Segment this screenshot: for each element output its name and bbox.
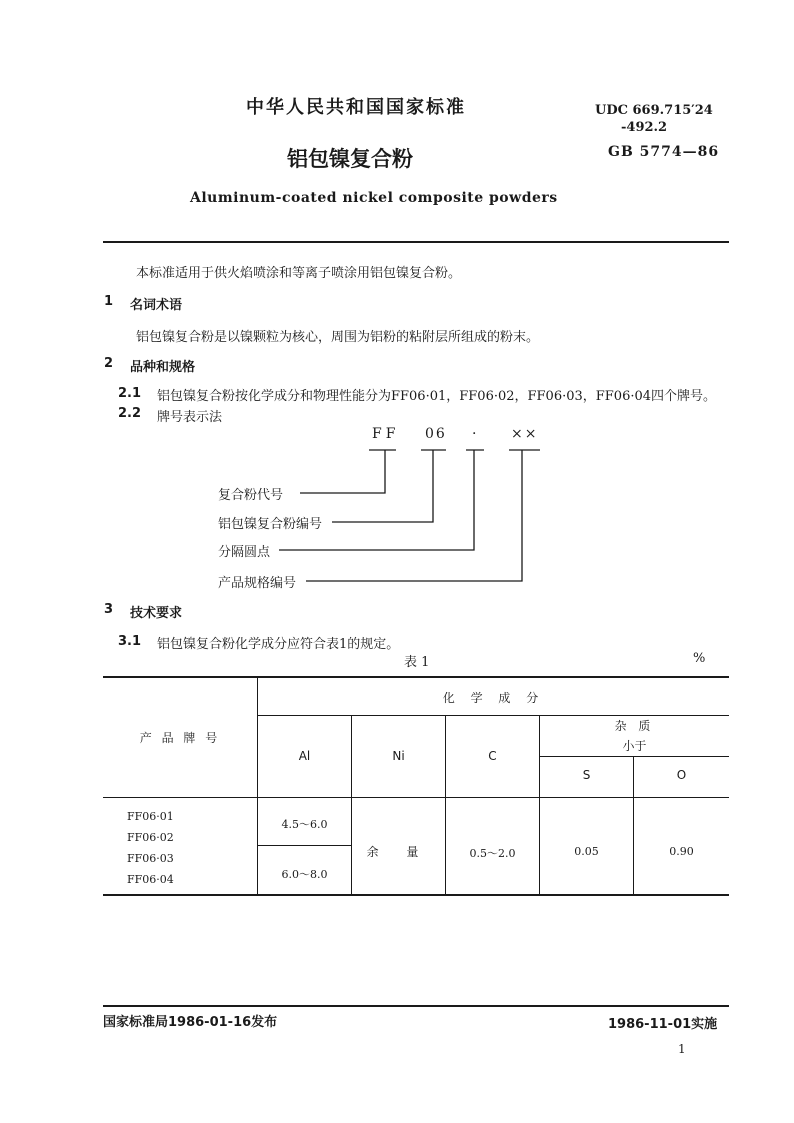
table-col-ni: Ni (392, 749, 405, 763)
table-rule-less (540, 756, 729, 757)
intro-text: 本标准适用于供火焰喷涂和等离子喷涂用铝包镍复合粉。 (136, 266, 462, 281)
page-number: 1 (678, 1042, 686, 1056)
designation-label-separator-dot: 分隔圆点 (218, 545, 271, 560)
udc-code-line2: -492.2 (621, 120, 668, 135)
table-rule-chem (258, 715, 729, 716)
agency-name: 中华人民共和国国家标准 (246, 97, 466, 118)
title-cn: 铝包镍复合粉 (287, 147, 413, 171)
designation-label-composite-code: 复合粉代号 (218, 488, 284, 503)
table-al-range-1: 4.5～6.0 (281, 818, 328, 831)
leader-line-06 (332, 450, 446, 522)
table-vline-al (351, 715, 352, 895)
table-grade-3: FF06·03 (127, 852, 174, 865)
section-1-number: 1 (104, 294, 114, 309)
table-s-value: 0.05 (574, 845, 599, 858)
designation-code-xx: ×× (511, 426, 539, 442)
table-header-rule (103, 797, 729, 798)
section-3-title: 技术要求 (130, 606, 183, 621)
table-unit: % (693, 651, 706, 666)
section-3-number: 3 (104, 602, 114, 617)
section-2-number: 2 (104, 356, 114, 371)
section-2-1-text: 铝包镍复合粉按化学成分和物理性能分为FF06·01，FF06·02，FF06·03，FF06·04四个牌号。 (157, 389, 717, 404)
table-col-impurity: 杂 质 (614, 719, 655, 733)
table-vline-ni (445, 715, 446, 895)
footer-rule (103, 1005, 729, 1007)
designation-code-ff: FF (372, 426, 400, 442)
section-2-2-text: 牌号表示法 (157, 410, 223, 425)
table-vline-grade (257, 677, 258, 895)
leader-line-xx (306, 450, 540, 581)
section-3-1-text: 铝包镍复合粉化学成分应符合表1的规定。 (157, 637, 400, 652)
table-col-less-than: 小于 (622, 739, 647, 753)
table-grade-2: FF06·02 (127, 831, 174, 844)
table-header-grade: 产 品 牌 号 (139, 731, 221, 745)
designation-code-06: 06 (425, 426, 447, 442)
effective-date: 1986-11-01实施 (608, 1017, 718, 1032)
table-header-chem: 化 学 成 分 (442, 691, 545, 705)
section-2-title: 品种和规格 (130, 360, 196, 375)
section-1-title: 名词术语 (130, 298, 183, 313)
section-3-1-number: 3.1 (118, 634, 142, 649)
leader-line-dot (279, 450, 484, 550)
table-c-value: 0.5～2.0 (469, 847, 516, 860)
table-bottom-rule (103, 894, 729, 896)
designation-label-spec-number: 产品规格编号 (218, 576, 297, 591)
title-en: Aluminum-coated nickel composite powders (190, 190, 558, 206)
table-col-al: Al (298, 749, 311, 763)
designation-label-powder-number: 铝包镍复合粉编号 (218, 517, 323, 532)
section-2-2-number: 2.2 (118, 406, 142, 421)
table-rule-al-split (258, 845, 352, 846)
table-col-s: S (582, 768, 591, 782)
table-grade-1: FF06·01 (127, 810, 174, 823)
table-col-c: C (488, 749, 497, 763)
table-top-rule (103, 676, 729, 678)
table-ni-value: 余 量 (366, 845, 431, 859)
issue-date: 国家标准局1986-01-16发布 (103, 1015, 278, 1030)
gb-code: GB 5774—86 (608, 144, 720, 160)
leader-line-ff (300, 450, 396, 493)
table-al-range-2: 6.0～8.0 (281, 868, 328, 881)
udc-code-line1: UDC 669.715′24 (595, 103, 713, 118)
table-col-o: O (676, 768, 687, 782)
designation-code-dot: · (472, 426, 477, 442)
table-caption: 表 1 (404, 655, 430, 670)
table-o-value: 0.90 (669, 845, 694, 858)
section-2-1-number: 2.1 (118, 386, 142, 401)
section-1-text: 铝包镍复合粉是以镍颗粒为核心，周围为铝粉的粘附层所组成的粉末。 (136, 330, 540, 345)
table-grade-4: FF06·04 (127, 873, 174, 886)
